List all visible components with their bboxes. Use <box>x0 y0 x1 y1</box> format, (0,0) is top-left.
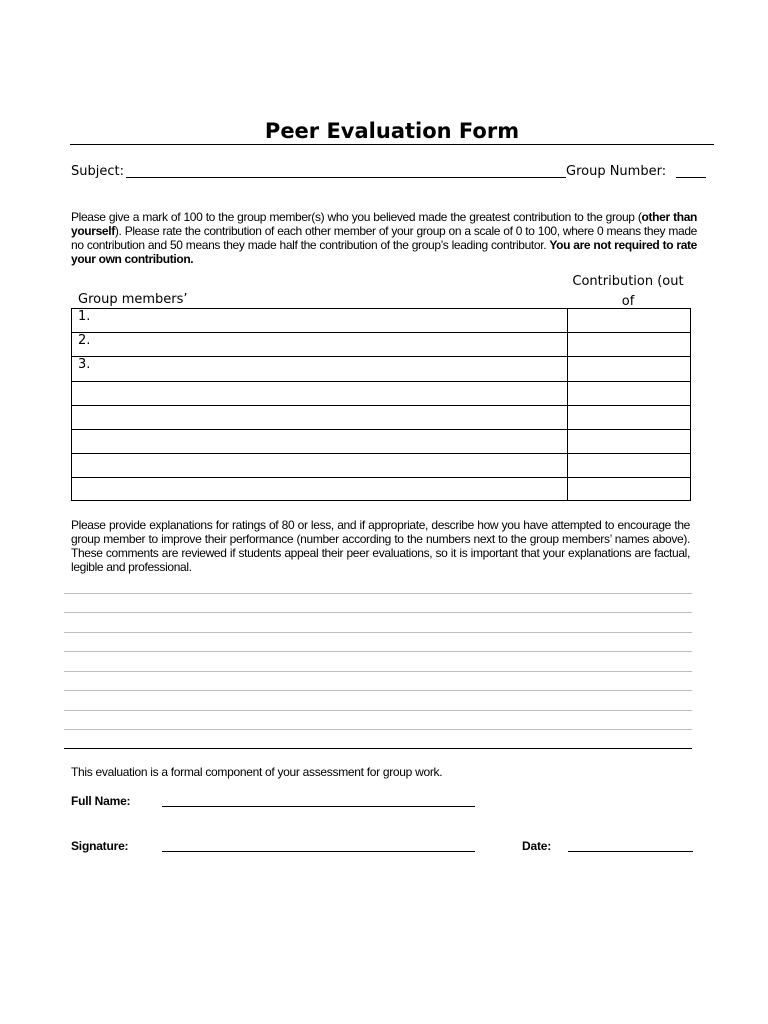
comment-line[interactable] <box>64 729 692 730</box>
member-name-cell-1[interactable] <box>96 309 566 332</box>
contribution-cell-1[interactable] <box>568 309 690 332</box>
instructions-text-1: Please give a mark of 100 to the group member(s) who you believed made the greatest contribution to the group ( <box>71 210 642 224</box>
member-name-cell-2[interactable] <box>96 333 566 356</box>
table-row-divider <box>71 381 691 382</box>
comment-line[interactable] <box>64 612 692 613</box>
page-title: Peer Evaluation Form <box>264 119 520 143</box>
signature-field[interactable] <box>162 851 475 852</box>
instructions-text-2: ). Please rate the contribution of each other member of your group on a scale of 0 to 100, where 0 means they made no contribution and 50 means they made half the contribution of the group’s leading contributor. <box>71 224 697 252</box>
member-name-cell-3[interactable] <box>96 357 566 380</box>
subject-field[interactable] <box>126 177 566 178</box>
comment-line[interactable] <box>64 710 692 711</box>
full-name-field[interactable] <box>162 806 475 807</box>
instructions-paragraph <box>71 210 697 266</box>
comment-line[interactable] <box>64 748 692 749</box>
table-row-divider <box>71 453 691 454</box>
group-number-field[interactable] <box>676 177 706 178</box>
table-row-divider <box>71 429 691 430</box>
comment-line[interactable] <box>64 690 692 691</box>
subject-label: Subject: <box>71 164 124 179</box>
table-row-label-3: 3. <box>78 357 91 372</box>
comment-line[interactable] <box>64 671 692 672</box>
group-number-label: Group Number: <box>566 164 667 179</box>
table-row-label-2: 2. <box>78 333 91 348</box>
contribution-cell-2[interactable] <box>568 333 690 356</box>
table-row-divider <box>71 477 691 478</box>
group-members-header: Group members’ <box>78 292 188 307</box>
contribution-cell-3[interactable] <box>568 357 690 380</box>
comment-line[interactable] <box>64 632 692 633</box>
formal-component-note: This evaluation is a formal component of your assessment for group work. <box>71 765 443 779</box>
table-row-divider <box>71 405 691 406</box>
title-rule <box>70 118 714 145</box>
date-label: Date: <box>522 839 552 853</box>
date-field[interactable] <box>568 851 693 852</box>
instructions-bold-1: other than yourself <box>71 210 697 238</box>
instructions-bold-2: You are not required to rate your own contribution. <box>71 238 697 266</box>
contribution-header: Contribution (out of <box>572 274 684 308</box>
comment-line[interactable] <box>64 593 692 594</box>
full-name-label: Full Name: <box>71 794 131 808</box>
signature-label: Signature: <box>71 839 129 853</box>
comment-line[interactable] <box>64 651 692 652</box>
explanation-paragraph: Please provide explanations for ratings of 80 or less, and if appropriate, describe how you have attempted to encourage the group member to improve their performance (number according to the numbers next to the group members’ names above). These comments are reviewed if students appeal their peer evaluations, so it is important that your explanations are factual, legible and professional. <box>71 518 690 574</box>
table-row-label-1: 1. <box>78 309 91 324</box>
